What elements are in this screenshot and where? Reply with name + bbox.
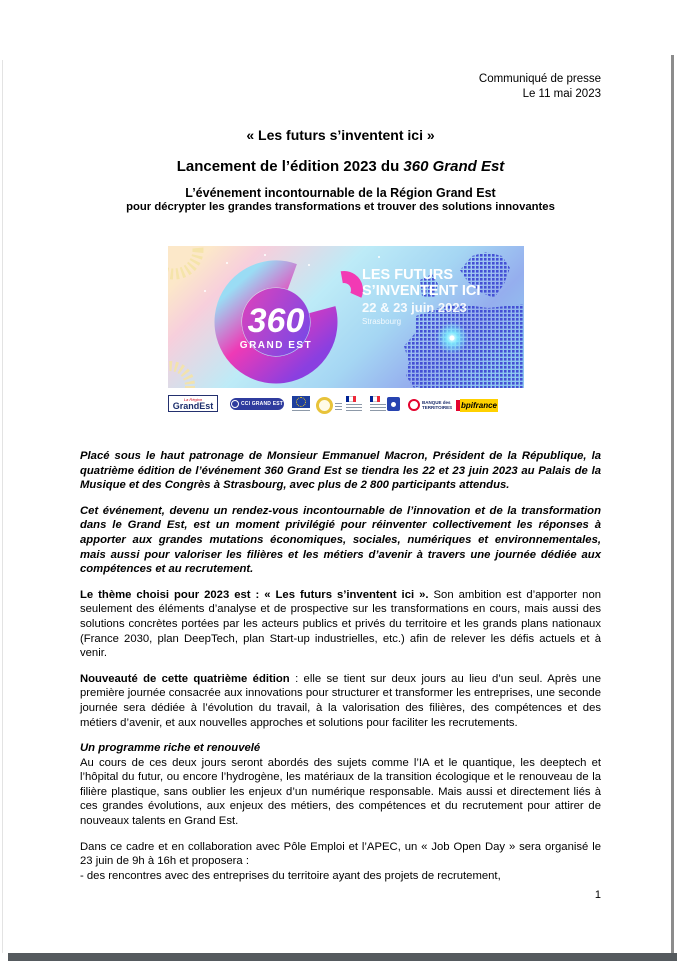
cci-grand-est-logo: [230, 398, 284, 410]
launch-title: [40, 158, 641, 175]
banner-event-city: Strasbourg: [362, 317, 402, 326]
banner-logo-360: 360: [247, 302, 305, 340]
map-glow-center: [450, 336, 455, 341]
paragraph-event-description: Cet événement, devenu un rendez-vous incontournable de l’innovation et de la transformation dans le Grand Est, est un moment privilégié pour réinventer collectivement les réponses à apporter aux grandes mutations économiques, sociales, numériques et environnementales, mais aussi pour valoriser les filières et les métiers d’avenir à travers une journée dédiée aux compétences et au recrutement.: [80, 504, 601, 576]
bpifrance-logo: bpifrance: [460, 401, 497, 410]
france-flag-icon-2: [370, 396, 380, 402]
eu-flag-icon: [292, 396, 310, 408]
gold-caption-lines: [335, 401, 342, 410]
press-date-label: Le 11 mai 2023: [522, 88, 601, 100]
region-name-label: GrandEst: [172, 401, 214, 411]
gold-circle-icon: [316, 397, 333, 414]
banner-headline-line1: LES FUTURS: [362, 267, 454, 283]
region-tagline: La Région: [183, 397, 203, 402]
page-edge-left: [2, 60, 3, 953]
press-header: [479, 72, 601, 102]
banner-event-dates: 22 & 23 juin 2023: [362, 300, 467, 315]
france-flag-icon: [346, 396, 356, 402]
programme-body: Au cours de ces deux jours seront abordés des sujets comme l’IA et le quantique, les deeptech et l’hôpital du futur, ou encore l’hydrogène, les matériaux de la transition écologique et le renouveau de la filière plastique, sans oublier les enjeux d’un numérique responsable. Mais aussi et directement liés à ces grandes évolutions, aux enjeux des métiers, des compétences et du recrutement pour attirer de nouveaux talents en Grand Est.: [80, 756, 601, 828]
job-open-day-bullet: - des rencontres avec des entreprises du territoire ayant des projets de recrutement,: [80, 869, 501, 882]
republique-francaise-logo-2: [370, 396, 386, 411]
paragraph-nouveaute-lead: Nouveauté de cette quatrième édition: [80, 672, 290, 685]
gold-circle-logo: [316, 397, 342, 414]
job-open-day-line1: Dans ce cadre et en collaboration avec Pôle Emploi et l’APEC, un « Job Open Day » sera organisé le 23 juin de 9h à 16h et proposera :: [80, 840, 601, 868]
partner-logos-strip: [168, 395, 524, 417]
banner-logo-grand-est: GRAND EST: [239, 340, 313, 351]
subtitle-line2: pour décrypter les grandes transformations et trouver des solutions innovantes: [126, 201, 555, 213]
banque-ring-icon: [408, 399, 420, 411]
page-number: 1: [594, 889, 601, 901]
banque-des-territoires-logo: [408, 399, 467, 411]
paragraph-theme-rest: Son ambition est d’apporter non seulement des éléments d’analyse et de prospective sur les transformations en cours, mais aussi des solutions concrètes portées par les acteurs publics et privés du territoire et les grands plans nationaux (France 2030, plan DeepTech, plan Start-up industrielles, etc.) afin de relever les défis actuels et à venir.: [80, 588, 602, 660]
press-type-label: Communiqué de presse: [478, 73, 601, 85]
event-banner-graphic: [168, 246, 524, 388]
page-edge-bottom: [8, 953, 677, 961]
banque-label-line1: BANQUE des: [422, 400, 451, 405]
paragraph-job-open-day: [80, 840, 601, 884]
banner-headline-line2: S’INVENTENT ICI: [362, 283, 481, 299]
launch-title-event-name: 360 Grand Est: [403, 158, 505, 175]
body-text: [80, 449, 601, 883]
programme-heading: Un programme riche et renouvelé: [80, 742, 261, 755]
region-grand-est-logo: [168, 395, 218, 412]
eu-caption-line: [292, 410, 310, 412]
ademe-logo: [387, 397, 400, 411]
eu-flag-logo: [292, 396, 310, 411]
subtitle-line1: L’événement incontournable de la Région Grand Est: [185, 186, 496, 200]
eu-stars-icon: [296, 397, 306, 407]
ademe-dot-icon: [391, 402, 396, 407]
quote-title: « Les futurs s’inventent ici »: [246, 127, 435, 143]
republique-francaise-logo-1: [346, 396, 362, 411]
section-programme: [80, 741, 601, 829]
cci-emblem-icon: [231, 400, 239, 408]
paragraph-nouveaute: [80, 672, 601, 730]
paragraph-patronage: Placé sous le haut patronage de Monsieur Emmanuel Macron, Président de la République, la quatrième édition de l’événement 360 Grand Est se tiendra les 22 et 23 juin 2023 au Palais de la Musique et des Congrès à Strasbourg, avec plus de 2 800 participants attendus.: [80, 450, 601, 492]
event-banner: [168, 246, 524, 388]
paragraph-nouveaute-rest: : elle se tient sur deux jours au lieu d’un seul. Après une première journée consacrée aux innovations pour structurer et transformer les entreprises, une seconde journée sera dédiée à l’évolution du travail, à la valorisation des filières, des compétences et des métiers d’avenir, et aux nouvelles approches et solutions pour faciliter les recrutements.: [80, 672, 602, 729]
paragraph-theme: [80, 588, 601, 661]
page-edge-right: [671, 55, 674, 961]
banque-label-line2: TERRITOIRES: [422, 405, 453, 410]
launch-title-prefix: Lancement de l’édition 2023 du: [176, 158, 404, 175]
paragraph-theme-lead: Le thème choisi pour 2023 est : « Les futurs s’inventent ici ».: [80, 588, 429, 601]
cci-label: CCI GRAND EST: [240, 401, 284, 407]
